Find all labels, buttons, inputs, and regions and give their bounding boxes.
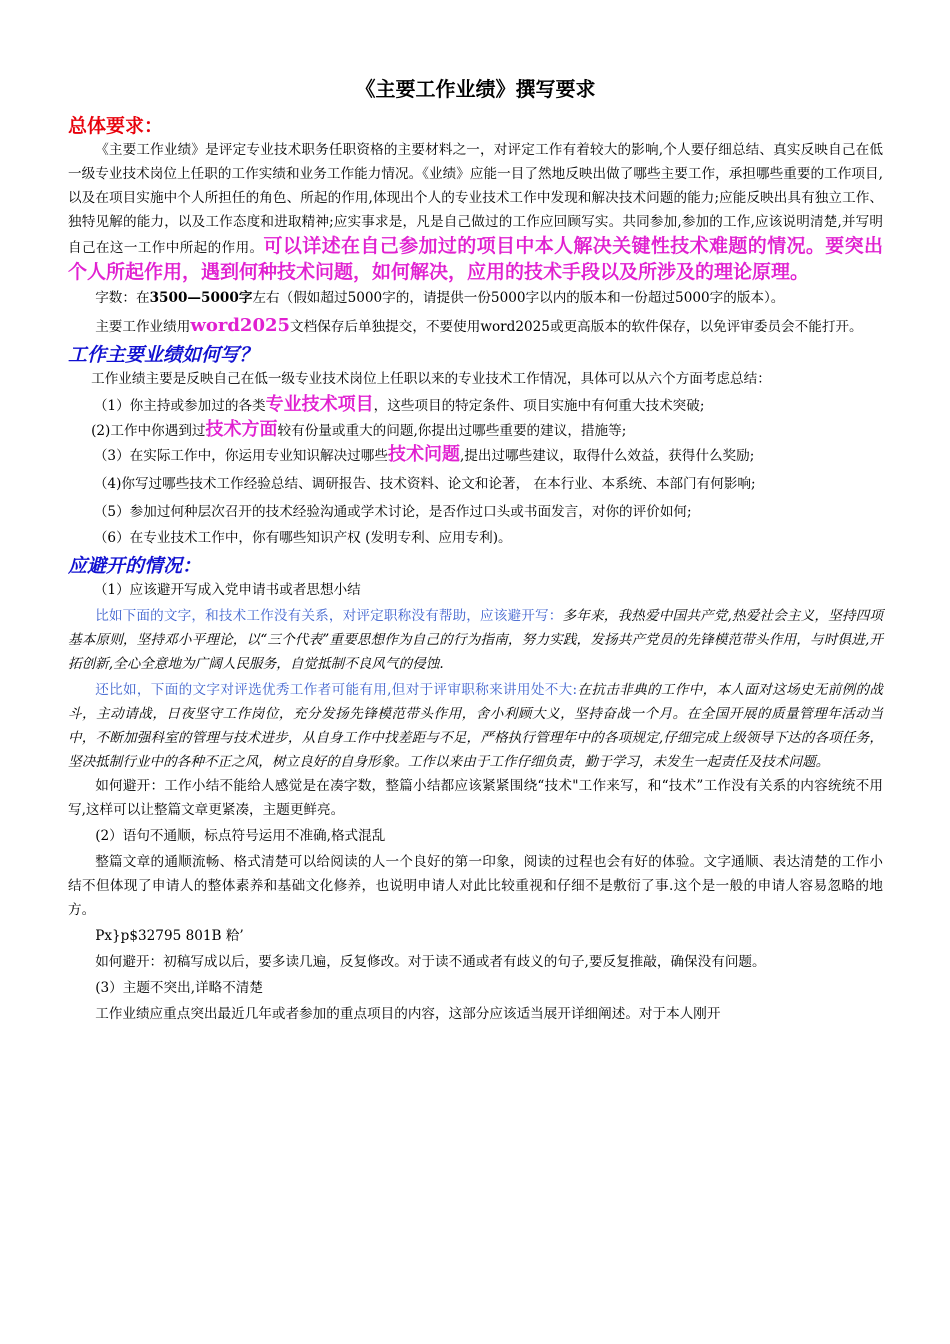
avoid-example-1 [68, 604, 883, 676]
format-lead: 主要工作业绩用 [95, 319, 191, 335]
stray-text: Px}p$32795 801B 粭’ [95, 928, 244, 944]
avoid-example-2-lead: 还比如，下面的文字对评选优秀工作者可能有用,但对于评审职称来讲用处不大: [95, 682, 578, 698]
how-item-3-highlight: 技术问题 [387, 444, 460, 465]
word-count-range: 3500—5000字 [149, 290, 253, 306]
how-item-1 [68, 393, 883, 418]
general-paragraph-2 [68, 286, 883, 310]
avoid-example-1-lead: 比如下面的文字，和技术工作没有关系，对评定职称没有帮助，应该避开写： [95, 608, 563, 624]
avoid-fix-1: 如何避开：工作小结不能给人感觉是在凑字数，整篇小结都应该紧紧围绕“技术"工作来写，和“技术”工作没有关系的内容统统不用写,这样可以让整篇文章更紧凑，主题更鲜亮。 [68, 778, 883, 818]
avoid-item-3-body: 工作业绩应重点突出最近几年或者参加的重点项目的内容，这部分应该适当展开详细阐述。对于本人刚开 [95, 1006, 721, 1022]
how-item-6: （6）在专业技术工作中，你有哪些知识产权 (发明专利、应用专利)。 [93, 530, 512, 546]
how-item-3-rest: ,提出过哪些建议，取得什么效益，获得什么奖励; [459, 448, 755, 464]
format-rest: 文档保存后单独提交，不要使用word2025或更高版本的软件保存，以免评审委员会不能打开。 [290, 319, 863, 335]
avoid-example-2-quote: 在抗击非典的工作中，本人面对这场史无前例的战斗，主动请战，日夜坚守工作岗位，充分发扬先锋模范带头作用，舍小利顾大义，坚持奋战一个月。在全国开展的质量管理年活动当中，不断加强科室的管理与技术进步，从自身工作中找差距与不足，严格执行管理年中的各项规定,仔细完成上级领导下达的各项任务，坚决抵制行业中的各种不正之风，树立良好的自身形象。工作以来由于工作仔细负责，勤于学习，未发生一起责任及技术问题。 [68, 682, 884, 770]
how-item-3-lead: （3）在实际工作中，你运用专业知识解决过哪些 [93, 448, 388, 464]
avoid-example-2 [68, 678, 883, 774]
avoid-item-2: (2）语句不通顺，标点符号运用不准确,格式混乱 [95, 828, 386, 844]
avoid-example-1-quote: 多年来，我热爱中国共产党,热爱社会主义，坚持四项基本原则，坚持邓小平理论，以“三个代表”重要思想作为自己的行为指南，努力实践，发扬共产党员的先锋模范带头作用，与时俱进,开拓创新,全心全意地为广阔人民服务，自觉抵制不良风气的侵蚀. [68, 608, 883, 672]
general-paragraph-3 [68, 314, 883, 339]
avoid-item-1: （1）应该避开写成入党申请书或者思想小结 [93, 582, 361, 598]
how-item-1-lead: （1）你主持或参加过的各类 [93, 398, 266, 414]
section-heading-how: 工作主要业绩如何写？ [68, 344, 259, 366]
word-count-lead: 字数：在 [95, 290, 150, 306]
avoid-fix-2: 如何避开：初稿写成以后，要多读几遍，反复修改。对于读不通或者有歧义的句子,要反复推敲，确保没有问题。 [95, 954, 766, 970]
format-word-highlight: word2025 [190, 315, 291, 336]
general-paragraph-1 [68, 138, 883, 286]
how-item-2 [68, 418, 883, 443]
how-item-2-highlight: 技术方面 [205, 419, 278, 440]
general-highlight: 可以详述在自己参加过的项目中本人解决关键性技术难题的情况。要突出个人所起作用，遇到何种技术问题，如何解决，应用的技术手段以及所涉及的理论原理。 [68, 235, 883, 283]
how-item-2-lead: (2)工作中你遇到过 [91, 423, 206, 439]
how-item-2-rest: 较有份量或重大的问题,你提出过哪些重要的建议，措施等; [277, 423, 627, 439]
general-paragraph-1-text: 《主要工作业绩》是评定专业技术职务任职资格的主要材料之一，对评定工作有着较大的影响,个人要仔细总结、真实反映自己在低一级专业技术岗位上任职的工作实绩和业务工作能力情况。《业绩》应能一目了然地反映出做了哪些主要工作，承担哪些重要的工作项目,以及在项目实施中个人所担任的角色、所起的作用,体现出个人的专业技术工作中发现和解决技术问题的能力;应能反映出具有独立工作、独特见解的能力，以及工作态度和进取精神;应实事求是，凡是自己做过的工作应回顾写实。共同参加,参加的工作,应该说明清楚,并写明自己在这一工作中所起的作用。 [68, 142, 883, 256]
page-title: 《主要工作业绩》撰写要求 [355, 77, 596, 101]
avoid-item-2-body: 整篇文章的通顺流畅、格式清楚可以给阅读的人一个良好的第一印象，阅读的过程也会有好的体验。文字通顺、表达清楚的工作小结不但体现了申请人的整体素养和基础文化修养，也说明申请人对此比较重视和仔细不是敷衍了事.这个是一般的申请人容易忽略的地方。 [68, 854, 883, 918]
how-item-3 [68, 443, 883, 468]
avoid-item-3: (3）主题不突出,详略不清楚 [95, 980, 263, 996]
how-item-1-rest: ，这些项目的特定条件、项目实施中有何重大技术突破; [373, 398, 705, 414]
word-count-rest: 左右（假如超过5000字的，请提供一份5000字以内的版本和一份超过5000字的版本）。 [252, 290, 785, 306]
how-item-5: （5）参加过何种层次召开的技术经验沟通或学术讨论，是否作过口头或书面发言，对你的评价如何; [93, 504, 692, 520]
document-page [68, 68, 883, 1026]
how-intro: 工作业绩主要是反映自己在低一级专业技术岗位上任职以来的专业技术工作情况，具体可以从六个方面考虑总结： [91, 371, 771, 387]
how-item-4: （4)你写过哪些技术工作经验总结、调研报告、技术资料、论文和论著， 在本行业、本系统、本部门有何影响; [93, 476, 756, 492]
section-heading-avoid: 应避开的情况： [68, 555, 202, 577]
section-heading-general: 总体要求： [68, 115, 164, 137]
how-item-1-highlight: 专业技术项目 [265, 394, 374, 415]
